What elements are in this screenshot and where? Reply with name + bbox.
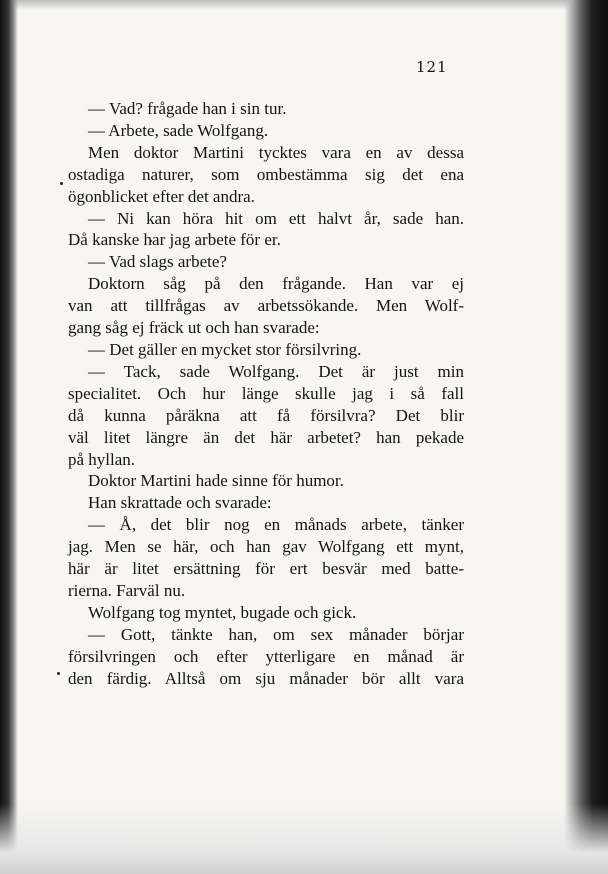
text-line: här är litet ersättning för ert besvär med batte- [68, 559, 464, 579]
scan-speck [60, 182, 63, 185]
text-line: jag. Men se här, och han gav Wolfgang ett mynt, [68, 537, 464, 557]
scan-right-edge [564, 0, 608, 874]
text-line: van att tillfrågas av arbetssökande. Men Wolf- [68, 296, 464, 316]
text-line: — Det gäller en mycket stor försilvring. [88, 339, 362, 359]
text-line: Wolfgang tog myntet, bugade och gick. [88, 602, 357, 622]
scan-bottom-shadow [0, 804, 608, 874]
text-line: — Arbete, sade Wolfgang. [88, 120, 269, 140]
text-line: den färdig. Alltså om sju månader bör allt vara [68, 668, 464, 688]
text-line: Men doktor Martini tycktes vara en av dessa [88, 142, 464, 162]
text-line: specialitet. Och hur länge skulle jag i så fall [68, 383, 464, 403]
scan-speck [57, 672, 60, 675]
scan-top-shadow [0, 0, 608, 10]
page-number: 121 [416, 58, 448, 76]
text-line: rierna. Farväl nu. [68, 580, 186, 600]
text-line: väl litet längre än det här arbetet? han pekade [68, 427, 464, 447]
text-line: — Vad slags arbete? [88, 252, 227, 272]
text-line: då kunna påräkna att få försilvra? Det blir [68, 405, 464, 425]
text-line: — Gott, tänkte han, om sex månader börjar [88, 624, 464, 644]
text-line: Doktor Martini hade sinne för humor. [88, 471, 344, 491]
text-line: på hyllan. [68, 449, 136, 469]
text-line: Han skrattade och svarade: [88, 493, 272, 513]
body-text [68, 98, 464, 689]
text-line: försilvringen och efter ytterligare en månad är [68, 646, 464, 666]
text-line: Då kanske har jag arbete för er. [68, 230, 281, 250]
text-line: — Å, det blir nog en månads arbete, tänker [88, 515, 464, 535]
text-line: — Tack, sade Wolfgang. Det är just min [88, 361, 464, 381]
scan-left-edge [0, 0, 18, 874]
text-line: — Ni kan höra hit om ett halvt år, sade han. [88, 208, 464, 228]
text-line: Doktorn såg på den frågande. Han var ej [88, 274, 464, 294]
text-line: ögonblicket efter det andra. [68, 186, 255, 206]
text-line: gang såg ej fräck ut och han svarade: [68, 318, 320, 338]
text-line: — Vad? frågade han i sin tur. [88, 99, 287, 118]
text-line: ostadiga naturer, som ombestämma sig det ena [68, 164, 464, 184]
